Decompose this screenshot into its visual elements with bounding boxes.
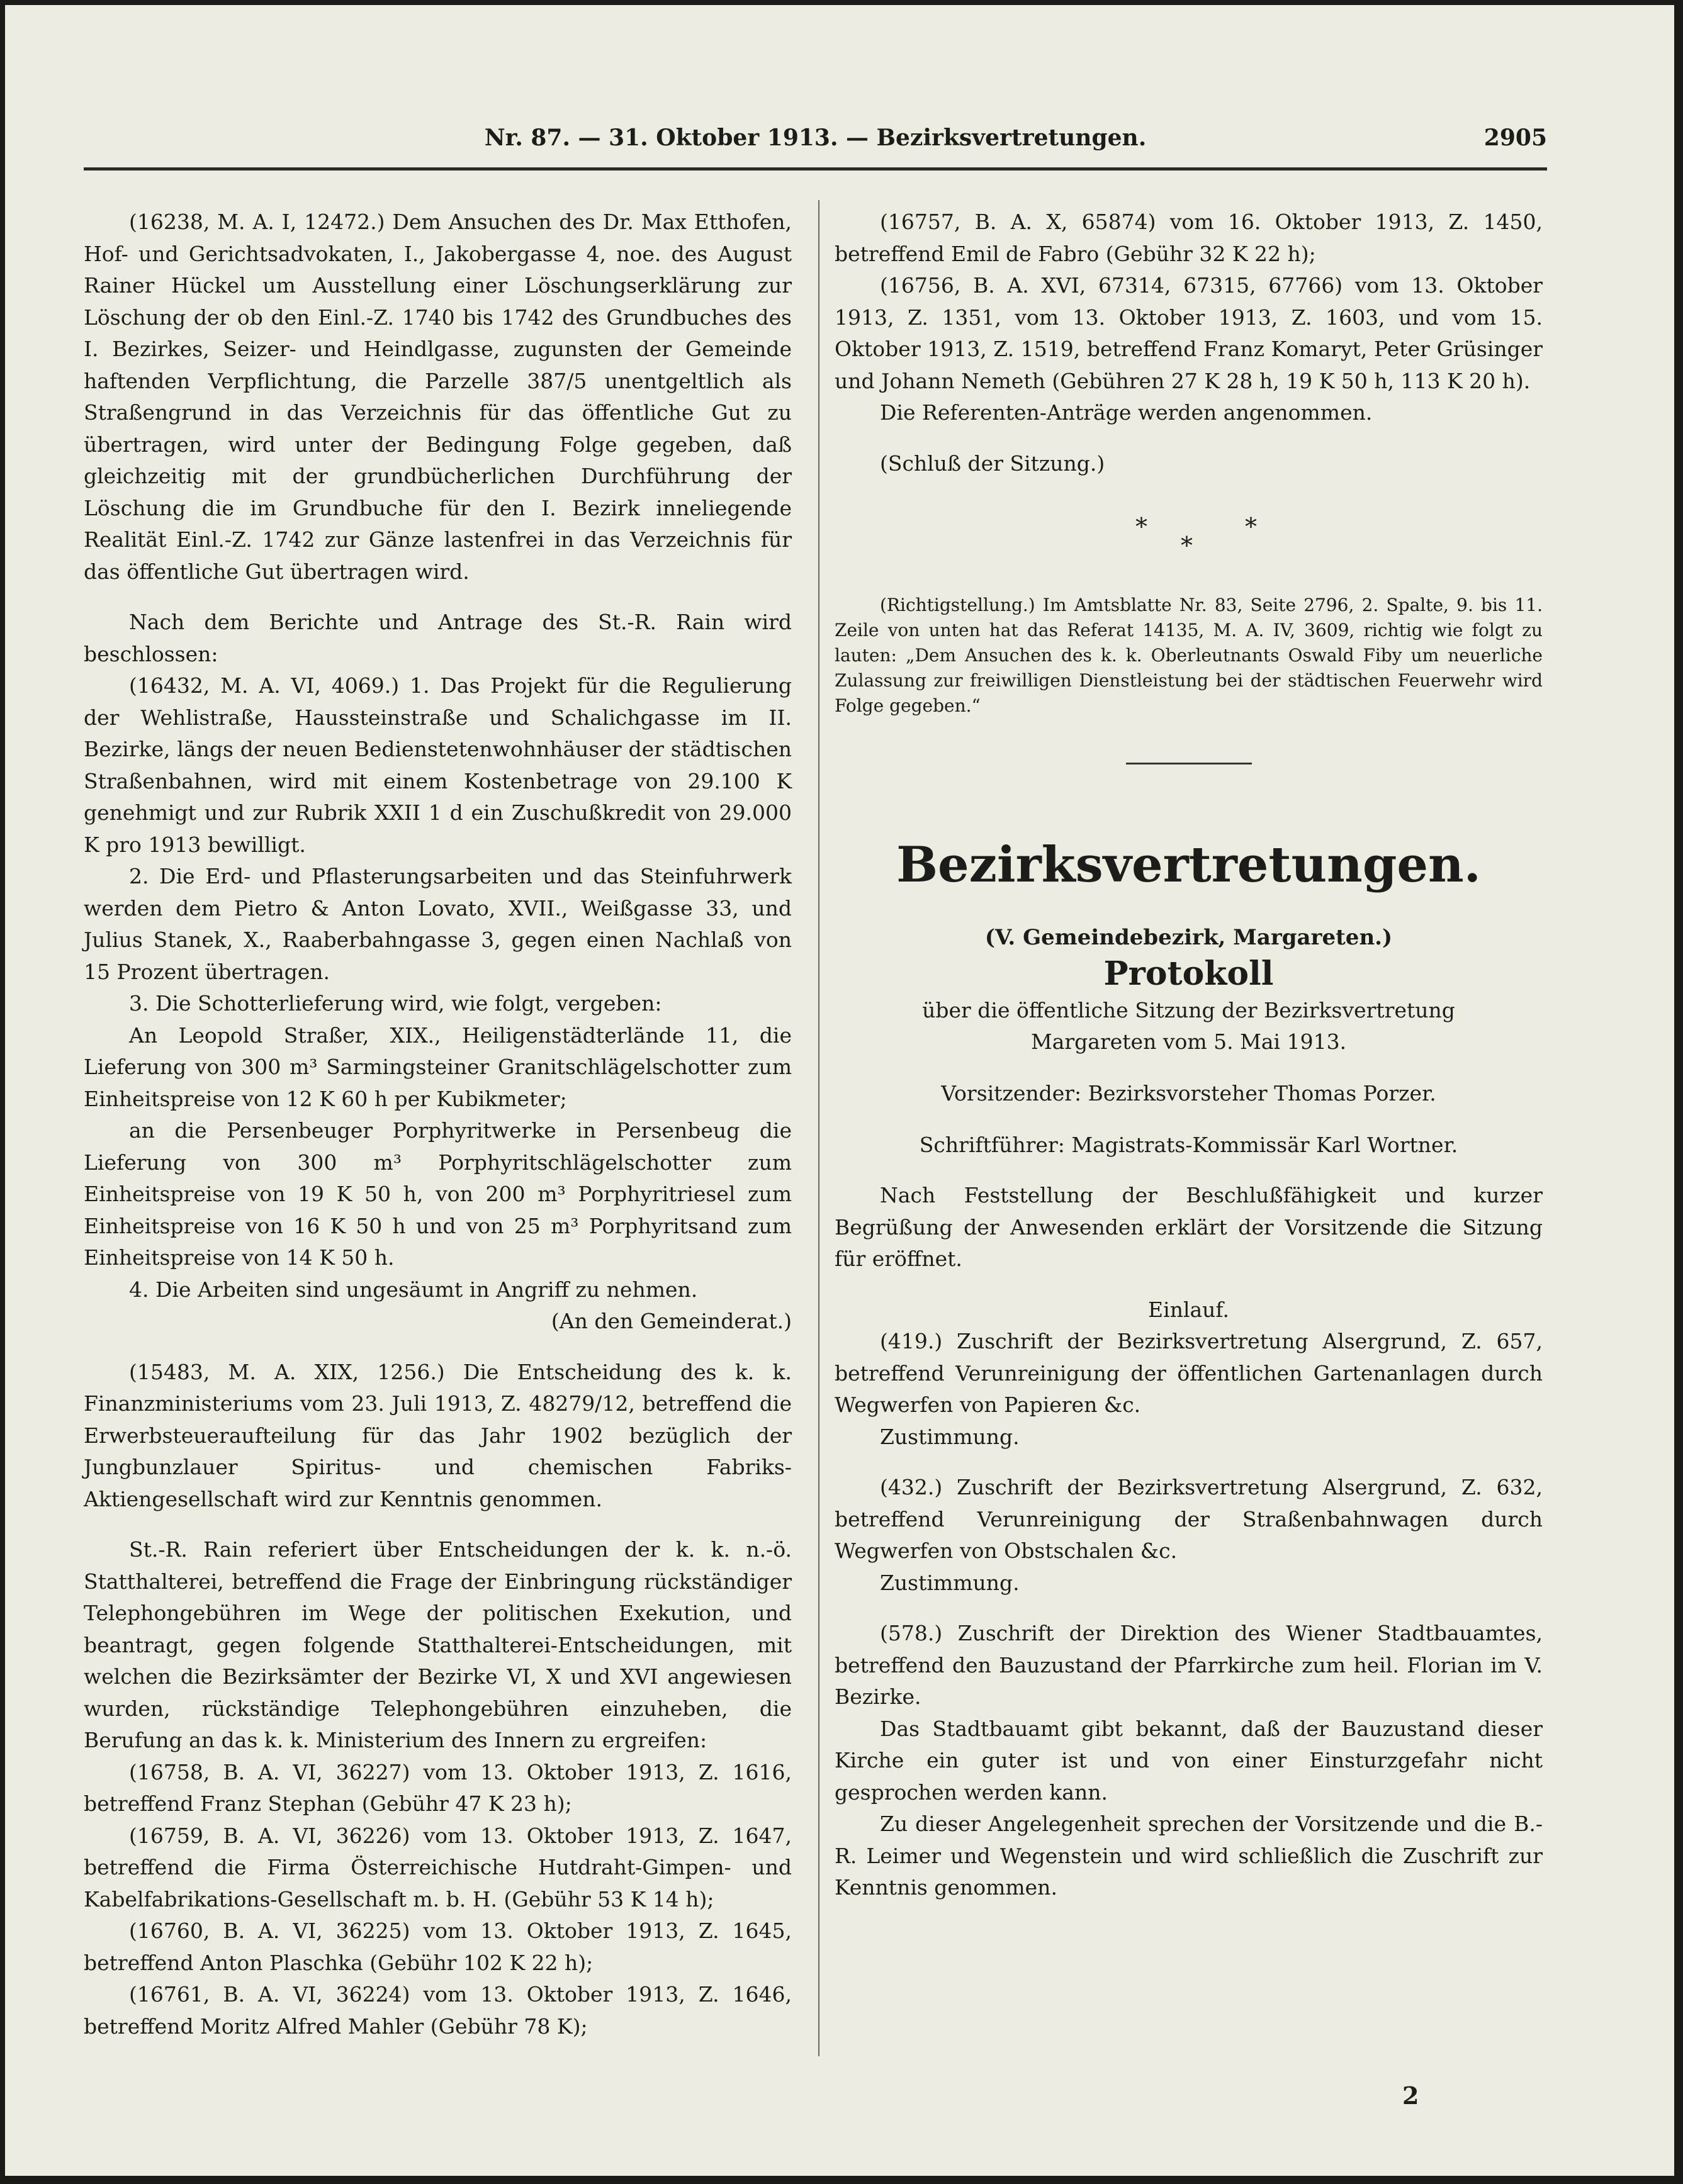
- paragraph: (An den Gemeinderat.): [551, 1309, 792, 1333]
- paragraph: an die Persenbeuger Porphyritwerke in Persenbeug die Lieferung von 300 m³ Porphyritschlägelschotter zum Einheitspreise von 19 K 50 h, von 200 m³ Porphyritriesel zum Einheitspreise von 16 K 50 h und von 25 m³ Porphyritsand zum Einheitspreise von 14 K 50 h.: [84, 1118, 792, 1270]
- secretary-line: Schriftführer: Magistrats-Kommissär Karl Wortner.: [919, 1133, 1458, 1157]
- paragraph: Nach Feststellung der Beschlußfähigkeit und kurzer Begrüßung der Anwesenden erklärt der Vorsitzende die Sitzung für eröffnet.: [835, 1183, 1543, 1271]
- paragraph: (16238, M. A. I, 12472.) Dem Ansuchen des Dr. Max Etthofen, Hof- und Gerichtsadvokaten, I., Jakobergasse 4, noe. des August Rainer Hückel um Ausstellung einer Löschungserklärung zur Löschung der ob den Einl.-Z. 1740 bis 1742 des Grundbuches des I. Bezirkes, Seizer- und Heindlgasse, zugunsten der Gemeinde haftenden Verpflichtung, die Parzelle 387/5 unentgeltlich als Straßengrund in das Verzeichnis für das öffentliche Gut zu übertragen, wird unter der Bedingung Folge gegeben, daß gleichzeitig mit der grundbücherlichen Durchführung der Löschung die im Grundbuche für den I. Bezirk inneliegende Realität Einl.-Z. 1742 zur Gänze lastenfrei in das Verzeichnis für das öffentliche Gut übertragen wird.: [84, 210, 792, 584]
- paragraph: (578.) Zuschrift der Direktion des Wiener Stadtbauamtes, betreffend den Bauzustand der Pfarrkirche zum heil. Florian im V. Bezirke.: [835, 1621, 1543, 1709]
- paragraph: (16758, B. A. VI, 36227) vom 13. Oktober 1913, Z. 1616, betreffend Franz Stephan (Gebühr 47 K 23 h);: [84, 1759, 792, 1816]
- paragraph: (16761, B. A. VI, 36224) vom 13. Oktober 1913, Z. 1646, betreffend Moritz Alfred Mahler (Gebühr 78 K);: [84, 1982, 792, 2039]
- paragraph: (16432, M. A. VI, 4069.) 1. Das Projekt für die Regulierung der Wehlistraße, Haussteinstraße und Schalichgasse im II. Bezirke, längs der neuen Bedienstetenwohnhäuser der städtischen Straßenbahnen, wird mit einem Kostenbetrage von 29.100 K genehmigt und zur Rubrik XXII 1 d ein Zuschußkredit von 29.000 K pro 1913 bewilligt.: [84, 673, 792, 857]
- masthead: Nr. 87. — 31. Oktober 1913. — Bezirksvertretungen.: [484, 125, 1147, 151]
- separator-stars: [835, 511, 1543, 574]
- paragraph: Zu dieser Angelegenheit sprechen der Vorsitzende und die B.-R. Leimer und Wegenstein und wird schließlich die Zuschrift zur Kenntnis genommen.: [835, 1812, 1543, 1900]
- page-header: [84, 125, 1547, 169]
- star: *: [1135, 513, 1147, 540]
- section-rule: [1126, 763, 1252, 764]
- paragraph: (15483, M. A. XIX, 1256.) Die Entscheidung des k. k. Finanzministeriums vom 23. Juli 1913, Z. 48279/12, betreffend die Erwerbsteueraufteilung für das Jahr 1902 bezüglich der Jungbunzlauer Spiritus- und chemischen Fabriks-Aktiengesellschaft wird zur Kenntnis genommen.: [84, 1359, 792, 1511]
- paragraph: (432.) Zuschrift der Bezirksvertretung Alsergrund, Z. 632, betreffend Verunreinigung der Straßenbahnwagen durch Wegwerfen von Obstschalen &c.: [835, 1475, 1543, 1563]
- paragraph: (419.) Zuschrift der Bezirksvertretung Alsergrund, Z. 657, betreffend Verunreinigung der öffentlichen Gartenanlagen durch Wegwerfen von Papieren &c.: [835, 1329, 1543, 1417]
- correction-note: (Richtigstellung.) Im Amtsblatte Nr. 83, Seite 2796, 2. Spalte, 9. bis 11. Zeile von unten hat das Referat 14135, M. A. IV, 3609, richtig wie folgt zu lauten: „Dem Ansuchen des k. k. Oberleutnants Oswald Fiby um neuerliche Zulassung zur freiwilligen Dienstleistung bei der städtischen Feuerwehr wird Folge gegeben.“: [835, 595, 1543, 716]
- document-page: [5, 5, 1674, 2176]
- paragraph: Zustimmung.: [880, 1424, 1020, 1449]
- right-column: [835, 206, 1543, 1904]
- paragraph: (16756, B. A. XVI, 67314, 67315, 67766) vom 13. Oktober 1913, Z. 1351, vom 13. Oktober 1913, Z. 1603, und vom 15. Oktober 1913, Z. 1519, betreffend Franz Komaryt, Peter Grüsinger und Johann Nemeth (Gebühren 27 K 28 h, 19 K 50 h, 113 K 20 h).: [835, 273, 1543, 393]
- paragraph: An Leopold Straßer, XIX., Heiligenstädterlände 11, die Lieferung von 300 m³ Sarmingsteiner Granitschlägelschotter zum Einheitspreise von 12 K 60 h per Kubikmeter;: [84, 1022, 792, 1111]
- paragraph: (Schluß der Sitzung.): [880, 451, 1105, 476]
- district-title: (V. Gemeindebezirk, Margareten.): [984, 925, 1393, 950]
- paragraph: St.-R. Rain referiert über Entscheidungen der k. k. n.-ö. Statthalterei, betreffend die Frage der Einbringung rückständiger Telephongebühren im Wege der politischen Exekution, und beantragt, gegen folgende Statthalterei-Entscheidungen, mit welchen die Bezirksämter der Bezirke VI, X und XVI angewiesen wurden, rückständige Telephongebühren einzuheben, die Berufung an das k. k. Ministerium des Innern zu ergreifen:: [84, 1537, 792, 1752]
- paragraph: Zustimmung.: [880, 1570, 1020, 1595]
- paragraph: (16757, B. A. X, 65874) vom 16. Oktober 1913, Z. 1450, betreffend Emil de Fabro (Gebühr 32 K 22 h);: [835, 210, 1543, 266]
- paragraph: Das Stadtbauamt gibt bekannt, daß der Bauzustand dieser Kirche ein guter ist und von einer Einsturzgefahr nicht gesprochen werden kann.: [835, 1716, 1543, 1805]
- session-line-2: Margareten vom 5. Mai 1913.: [1030, 1029, 1347, 1054]
- paragraph: Die Referenten-Anträge werden angenommen.: [880, 400, 1373, 425]
- session-line-1: über die öffentliche Sitzung der Bezirksvertretung: [922, 998, 1455, 1022]
- chair-line: Vorsitzender: Bezirksvorsteher Thomas Porzer.: [941, 1081, 1436, 1106]
- section-title: Bezirksvertretungen.: [896, 836, 1481, 893]
- paragraph: 4. Die Arbeiten sind ungesäumt in Angriff zu nehmen.: [129, 1277, 698, 1302]
- star: *: [1181, 532, 1193, 559]
- protokoll-title: Protokoll: [1103, 955, 1274, 993]
- left-column: [84, 206, 792, 2042]
- einlauf-heading: Einlauf.: [1148, 1297, 1229, 1322]
- paragraph: 3. Die Schotterlieferung wird, wie folgt, vergeben:: [129, 991, 662, 1016]
- paragraph: (16760, B. A. VI, 36225) vom 13. Oktober 1913, Z. 1645, betreffend Anton Plaschka (Gebühr 102 K 22 h);: [84, 1918, 792, 1975]
- paragraph: (16759, B. A. VI, 36226) vom 13. Oktober 1913, Z. 1647, betreffend die Firma Österreichische Hutdraht-Gimpen- und Kabelfabrikations-Gesellschaft m. b. H. (Gebühr 53 K 14 h);: [84, 1823, 792, 1912]
- paragraph: Nach dem Berichte und Antrage des St.-R. Rain wird beschlossen:: [84, 610, 792, 666]
- column-divider: [818, 200, 819, 2056]
- signature-mark: 2: [1402, 2081, 1419, 2110]
- header-rule: [84, 167, 1547, 171]
- paragraph: 2. Die Erd- und Pflasterungsarbeiten und das Steinfuhrwerk werden dem Pietro & Anton Lovato, XVII., Weißgasse 33, und Julius Stanek, X., Raaberbahngasse 3, gegen einen Nachlaß von 15 Prozent übertragen.: [84, 864, 792, 984]
- star: *: [1245, 513, 1257, 540]
- page-number: 2905: [1483, 125, 1547, 151]
